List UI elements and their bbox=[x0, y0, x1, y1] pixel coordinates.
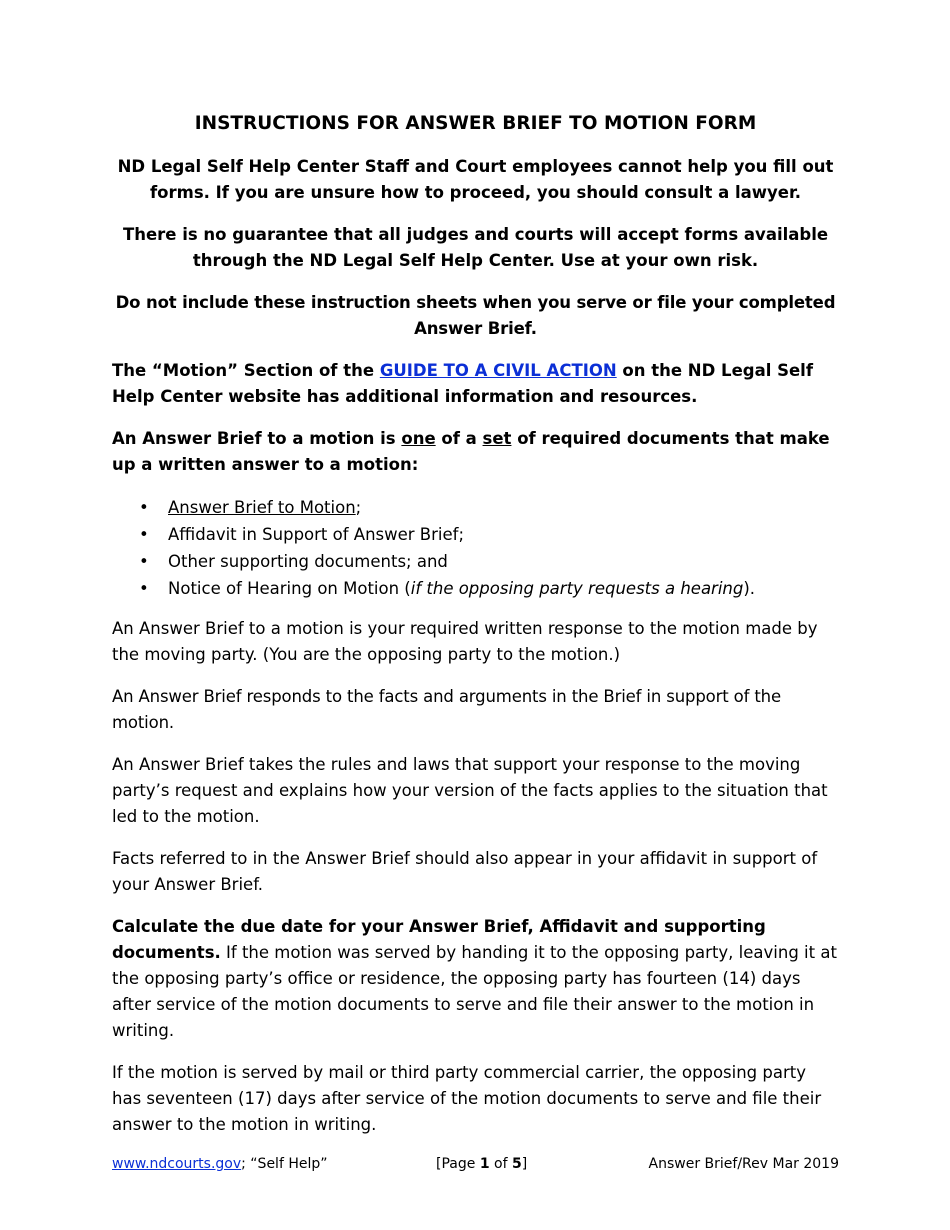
answer-brief-item-suffix: ; bbox=[355, 498, 362, 517]
answer-brief-responds: An Answer Brief responds to the facts and arguments in the Brief in support of the motion. bbox=[112, 687, 781, 732]
bullet-icon: • bbox=[139, 525, 149, 544]
page-current: 1 bbox=[479, 1156, 490, 1172]
footer-site bbox=[112, 1154, 328, 1174]
guarantee-notice: There is no guarantee that all judges and courts will accept forms available through the ND Legal Self Help Center. Use at your own risk. bbox=[122, 225, 829, 270]
list-item bbox=[112, 548, 839, 575]
footer-self-help: ; “Self Help” bbox=[241, 1156, 328, 1172]
bullet-icon: • bbox=[139, 579, 149, 598]
document-page bbox=[112, 112, 839, 1154]
required-documents-list bbox=[112, 494, 839, 602]
page-of: of bbox=[489, 1156, 512, 1172]
list-item bbox=[112, 521, 839, 548]
notice-of-hearing-italic: if the opposing party requests a hearing bbox=[410, 579, 744, 598]
staff-notice: ND Legal Self Help Center Staff and Court employees cannot help you fill out forms. If you are unsure how to proceed, you should consult a lawyer. bbox=[117, 157, 834, 202]
guide-to-civil-action-link[interactable]: GUIDE TO A CIVIL ACTION bbox=[379, 361, 617, 380]
facts-affidavit: Facts referred to in the Answer Brief should also appear in your affidavit in support of your Answer Brief. bbox=[112, 849, 818, 894]
mail-service-paragraph: If the motion is served by mail or third party commercial carrier, the opposing party has seventeen (17) days after service of the motion documents to serve and file their answer to the motion in writing. bbox=[112, 1063, 822, 1134]
list-item bbox=[112, 575, 839, 602]
document-set-intro bbox=[112, 426, 839, 478]
page-number bbox=[436, 1154, 527, 1174]
affidavit-item: Affidavit in Support of Answer Brief; bbox=[168, 525, 465, 544]
due-date-heading: Calculate the due date for your Answer Brief, Affidavit and supporting documents. bbox=[112, 917, 766, 962]
answer-brief-definition: An Answer Brief to a motion is your required written response to the motion made by the moving party. (You are the opposing party to the motion.) bbox=[112, 619, 818, 664]
set-underlined: set bbox=[482, 429, 512, 448]
notice-of-hearing-suffix: ). bbox=[743, 579, 756, 598]
answer-brief-item: Answer Brief to Motion bbox=[168, 498, 356, 517]
page-footer bbox=[112, 1154, 839, 1174]
notice-of-hearing-item: Notice of Hearing on Motion ( bbox=[168, 579, 411, 598]
bullet-icon: • bbox=[139, 498, 149, 517]
ndcourts-link[interactable]: www.ndcourts.gov bbox=[112, 1156, 242, 1172]
due-date-paragraph bbox=[112, 914, 839, 1044]
set-intro-text-1: An Answer Brief to a motion is bbox=[112, 429, 402, 448]
page-total: 5 bbox=[511, 1156, 522, 1172]
document-title: INSTRUCTIONS FOR ANSWER BRIEF TO MOTION FORM bbox=[194, 113, 757, 134]
form-revision: Answer Brief/Rev Mar 2019 bbox=[648, 1156, 839, 1172]
answer-brief-rules: An Answer Brief takes the rules and laws that support your response to the moving party’s request and explains how your version of the facts applies to the situation that led to the motion. bbox=[112, 755, 828, 826]
guide-text-before: The “Motion” Section of the bbox=[112, 361, 380, 380]
guide-paragraph bbox=[112, 358, 839, 410]
guide-text-after: on the ND Legal Self Help Center website has additional information and resources. bbox=[112, 361, 814, 406]
set-intro-text-3: of required documents that make up a written answer to a motion: bbox=[112, 429, 830, 474]
page-prefix: [Page bbox=[436, 1156, 480, 1172]
due-date-text: If the motion was served by handing it to the opposing party, leaving it at the opposing party’s office or residence, the opposing party has fourteen (14) days after service of the motion documents to serve and file their answer to the motion in writing. bbox=[112, 943, 837, 1040]
set-intro-text-2: of a bbox=[435, 429, 483, 448]
supporting-documents-item: Other supporting documents; and bbox=[168, 552, 448, 571]
bullet-icon: • bbox=[139, 552, 149, 571]
one-underlined: one bbox=[401, 429, 436, 448]
list-item bbox=[112, 494, 839, 521]
instruction-sheets-notice: Do not include these instruction sheets when you serve or file your completed Answer Brief. bbox=[115, 293, 836, 338]
page-suffix: ] bbox=[521, 1156, 528, 1172]
